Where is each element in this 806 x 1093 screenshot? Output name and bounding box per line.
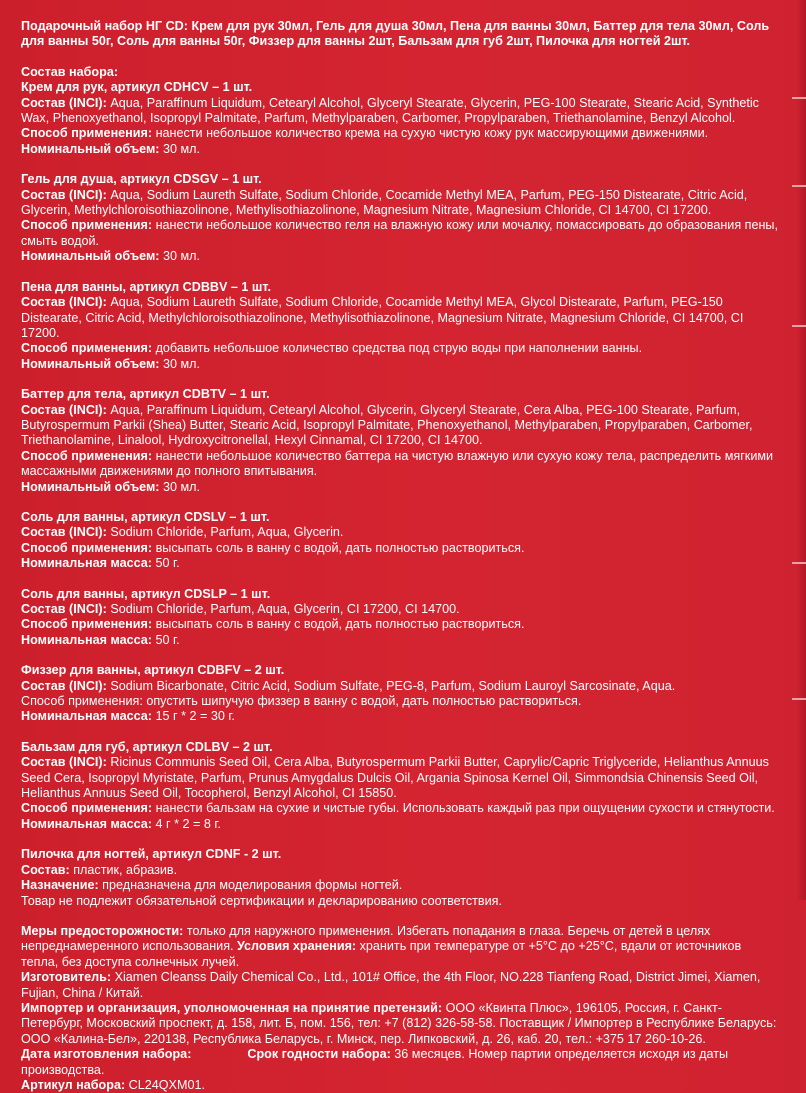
product-title: Физзер для ванны, артикул CDBFV – 2 шт. xyxy=(21,663,285,678)
inci-label: Состав (INCI): xyxy=(21,602,107,616)
precautions-label: Меры предосторожности: xyxy=(21,923,184,938)
manufacturer-label: Изготовитель: xyxy=(21,970,112,985)
product-title: Баттер для тела, артикул CDBTV – 1 шт. xyxy=(21,387,270,402)
inci-value: Sodium Bicarbonate, Citric Acid, Sodium Sulfate, PEG-8, Parfum, Sodium Lauroyl Sarcosinate, Aqua. xyxy=(110,678,676,693)
product-shower-gel xyxy=(21,172,781,264)
set-composition-title: Состав набора: xyxy=(21,64,119,79)
volume-value: 30 мл. xyxy=(162,141,200,156)
inci-value: Aqua, Sodium Laureth Sulfate, Sodium Chloride, Cocamide Methyl MEA, Glycol Distearate, Parfum, PEG-150 Distearate, Citric Acid, Methylchloroisothiazolinone, Methylisothiazolinone, Magnesium Nitrate, Magnesium Chloride, CI 14700, CI 17200. xyxy=(21,295,744,340)
product-title: Соль для ванны, артикул CDSLV – 1 шт. xyxy=(21,509,270,524)
precautions-value: только для наружного применения. Избегать попадания в глаза. Беречь от детей в целях непреднамеренного использования. xyxy=(21,923,711,954)
inci-label: Состав (INCI): xyxy=(21,187,107,202)
inci-label: Состав (INCI): xyxy=(21,678,107,693)
edge-mark xyxy=(792,562,806,564)
product-inci xyxy=(21,188,781,219)
product-inci xyxy=(21,403,781,449)
usage-value: высыпать соль в ванну с водой, дать полностью раствориться. xyxy=(155,540,525,555)
product-usage xyxy=(21,617,781,632)
volume-label: Номинальный объем: xyxy=(21,479,160,494)
storage-label: Условия хранения: xyxy=(237,939,357,954)
product-inci xyxy=(21,755,781,801)
article-value: CL24QXM01. xyxy=(128,1077,205,1092)
importer xyxy=(21,1001,781,1047)
product-bath-salt-cdslp xyxy=(21,587,781,649)
usage-value: нанести бальзам на сухие и чистые губы. Использовать каждый раз при ощущении сухости и стянутости. xyxy=(155,801,775,816)
product-mass xyxy=(21,817,781,832)
volume-label: Номинальный объем: xyxy=(21,356,160,371)
edge-mark xyxy=(792,325,806,327)
usage-label: Способ применения: xyxy=(21,126,153,141)
product-body-butter xyxy=(21,387,781,495)
product-volume xyxy=(21,357,781,372)
product-usage xyxy=(21,126,781,141)
mfg-date-label: Дата изготовления набора: xyxy=(21,1047,192,1062)
mass-value: 50 г. xyxy=(155,556,180,571)
certification-note: Товар не подлежит обязательной сертификации и декларированию соответствия. xyxy=(21,893,502,908)
edge-mark xyxy=(792,97,806,99)
usage-label: Способ применения: xyxy=(21,540,153,555)
volume-value: 30 мл. xyxy=(162,249,200,264)
product-inci xyxy=(21,525,781,540)
product-hand-cream xyxy=(21,80,781,157)
inci-value: Ricinus Communis Seed Oil, Cera Alba, Butyrospermum Parkii Butter, Caprylic/Capric Triglyceride, Helianthus Annuus Seed Cera, Isopropyl Myristate, Parfum, Prunus Amygdalus Dulcis Oil, Argania Spinosa Kernel Oil, Simmondsia Chinensis Seed Oil, Helianthus Annuus Seed Oil, Tocopherol, Benzyl Alcohol, CI 15850. xyxy=(21,755,769,801)
usage-value: нанести небольшое количество геля на влажную кожу или мочалку, помассировать до образования пены, смыть водой. xyxy=(21,218,778,248)
label-footer xyxy=(21,924,781,1093)
product-bath-foam xyxy=(21,280,781,372)
manufacturer-value: Xiamen Cleanss Daily Chemical Co., Ltd., 101# Office, the 4th Floor, NO.228 Tianfeng Road, District Jimei, Xiamen, Fujian, China / Китай. xyxy=(21,970,761,1000)
composition-label: Состав: xyxy=(21,862,70,877)
product-title: Соль для ванны, артикул CDSLP – 1 шт. xyxy=(21,586,271,601)
inci-value: Aqua, Paraffinum Liquidum, Cetearyl Alcohol, Glycerin, Glyceryl Stearate, Cera Alba, PEG-100 Stearate, Parfum, Butyrospermum Parkii (Shea) Butter, Stearic Acid, Isopropyl Palmitate, Phenoxyethanol, Methylparaben, Propylparaben, Carbomer, Triethanolamine, Linalool, Hydroxycitronellal, Hexyl Cinnamal, CI 17200, CI 14700. xyxy=(21,402,753,448)
inci-value: Aqua, Sodium Laureth Sulfate, Sodium Chloride, Cocamide Methyl MEA, Parfum, PEG-150 Distearate, Citric Acid, Glycerin, Methylchloroisothiazolinone, Methylisothiazolinone, Magnesium Nitrate, Magnesium Chloride, CI 14700, CI 17200. xyxy=(21,187,748,218)
set-article xyxy=(21,1078,781,1093)
importer-value: ООО «Квинта Плюс», 196105, Россия, г. Санкт-Петербург, Московский проспект, д. 158, лит. Б, пом. 156, тел: +7 (812) 326-58-58. Поставщик / Импортер в Республике Беларусь: ООО «Калина-Бел», 220138, Республика Беларусь, г. Минск, пер. Липковский, д. 26, каб. 20, тел.: +375 17 260-10-26. xyxy=(21,1000,777,1046)
product-inci xyxy=(21,679,781,694)
product-usage xyxy=(21,218,781,249)
volume-value: 30 мл. xyxy=(162,356,200,371)
product-volume xyxy=(21,249,781,264)
product-lip-balm xyxy=(21,740,781,832)
volume-label: Номинальный объем: xyxy=(21,249,160,264)
usage-value: добавить небольшое количество средства под струю воды при наполнении ванны. xyxy=(155,341,643,356)
precautions-and-storage xyxy=(21,924,781,970)
usage-value: высыпать соль в ванну с водой, дать полностью раствориться. xyxy=(155,617,525,632)
product-inci xyxy=(21,602,781,617)
product-mass xyxy=(21,556,781,571)
product-label-text xyxy=(21,19,781,1093)
product-inci xyxy=(21,295,781,341)
edge-mark xyxy=(792,185,806,187)
product-volume xyxy=(21,142,781,157)
box-edge-shadow xyxy=(796,0,806,900)
product-bath-salt-cdslv xyxy=(21,510,781,572)
inci-label: Состав (INCI): xyxy=(21,525,107,540)
volume-label: Номинальный объем: xyxy=(21,141,160,156)
purpose-label: Назначение: xyxy=(21,878,99,893)
mass-value: 4 г * 2 = 8 г. xyxy=(155,816,221,831)
product-title: Гель для душа, артикул CDSGV – 1 шт. xyxy=(21,172,262,187)
inci-value: Aqua, Paraffinum Liquidum, Cetearyl Alcohol, Glyceryl Stearate, Glycerin, PEG-100 Stearate, Stearic Acid, Synthetic Wax, Phenoxyethanol, Isopropyl Palmitate, Parfum, Methylparaben, Carbomer, Propylparaben, Triethanolamine, Benzyl Alcohol. xyxy=(21,95,759,126)
inci-label: Состав (INCI): xyxy=(21,402,107,417)
edge-mark xyxy=(792,698,806,700)
mass-value: 50 г. xyxy=(155,632,180,647)
inci-label: Состав (INCI): xyxy=(21,295,107,310)
inci-value: Sodium Chloride, Parfum, Aqua, Glycerin. xyxy=(110,525,344,540)
product-usage xyxy=(21,341,781,356)
dates xyxy=(21,1047,781,1078)
set-header: Подарочный набор НГ CD: Крем для рук 30мл, Гель для душа 30мл, Пена для ванны 30мл, Баттер для тела 30мл, Соль для ванны 50г, Соль для ванны 50г, Физзер для ванны 2шт, Бальзам для губ 2шт, Пилочка для ногтей 2шт. xyxy=(21,19,770,49)
composition-value: пластик, абразив. xyxy=(73,862,178,877)
article-label: Артикул набора: xyxy=(21,1077,126,1092)
product-usage xyxy=(21,449,781,480)
mass-label: Номинальная масса: xyxy=(21,632,153,647)
importer-label: Импортер и организация, уполномоченная на принятие претензий: xyxy=(21,1000,443,1015)
usage-label: Способ применения: xyxy=(21,617,153,632)
usage-label: Способ применения: xyxy=(21,448,153,463)
mass-label: Номинальная масса: xyxy=(21,816,153,831)
inci-label: Состав (INCI): xyxy=(21,95,107,110)
product-composition xyxy=(21,863,781,878)
mass-label: Номинальная масса: xyxy=(21,709,153,724)
product-title: Бальзам для губ, артикул CDLBV – 2 шт. xyxy=(21,739,273,754)
usage-value: нанести небольшое количество крема на сухую чистую кожу рук массирующими движениями. xyxy=(155,126,709,141)
product-usage xyxy=(21,541,781,556)
shelf-life-label: Срок годности набора: xyxy=(247,1047,391,1062)
product-title: Пилочка для ногтей, артикул CDNF - 2 шт. xyxy=(21,847,282,862)
mass-label: Номинальная масса: xyxy=(21,556,153,571)
volume-value: 30 мл. xyxy=(162,479,200,494)
product-mass xyxy=(21,709,781,724)
product-title: Пена для ванны, артикул CDBBV – 1 шт. xyxy=(21,279,271,294)
usage-label: Способ применения: xyxy=(21,801,153,816)
inci-value: Sodium Chloride, Parfum, Aqua, Glycerin, CI 17200, CI 14700. xyxy=(110,602,460,616)
product-bath-fizzer xyxy=(21,663,781,725)
product-mass xyxy=(21,633,781,648)
product-purpose xyxy=(21,878,781,893)
mass-value: 15 г * 2 = 30 г. xyxy=(155,709,235,724)
product-volume xyxy=(21,480,781,495)
inci-label: Состав (INCI): xyxy=(21,755,107,770)
product-usage xyxy=(21,801,781,816)
product-usage: Способ применения: опустить шипучую физзер в ванну с водой, дать полностью раствориться. xyxy=(21,694,582,709)
product-inci xyxy=(21,96,781,127)
usage-label: Способ применения: xyxy=(21,341,153,356)
shelf-life-value: 36 месяцев. Номер партии определяется исходя из даты производства. xyxy=(21,1047,729,1077)
manufacturer xyxy=(21,970,781,1001)
purpose-value: предназначена для моделирования формы ногтей. xyxy=(102,878,403,893)
storage-value: хранить при температуре от +5°С до +25°С, вдали от источников тепла, без доступа солнечных лучей. xyxy=(21,939,742,969)
product-title: Крем для рук, артикул CDHCV – 1 шт. xyxy=(21,80,253,95)
usage-label: Способ применения: xyxy=(21,218,153,233)
usage-value: нанести небольшое количество баттера на чистую влажную или сухую кожу тела, распределить мягкими массажными движениями до полного впитывания. xyxy=(21,448,774,479)
